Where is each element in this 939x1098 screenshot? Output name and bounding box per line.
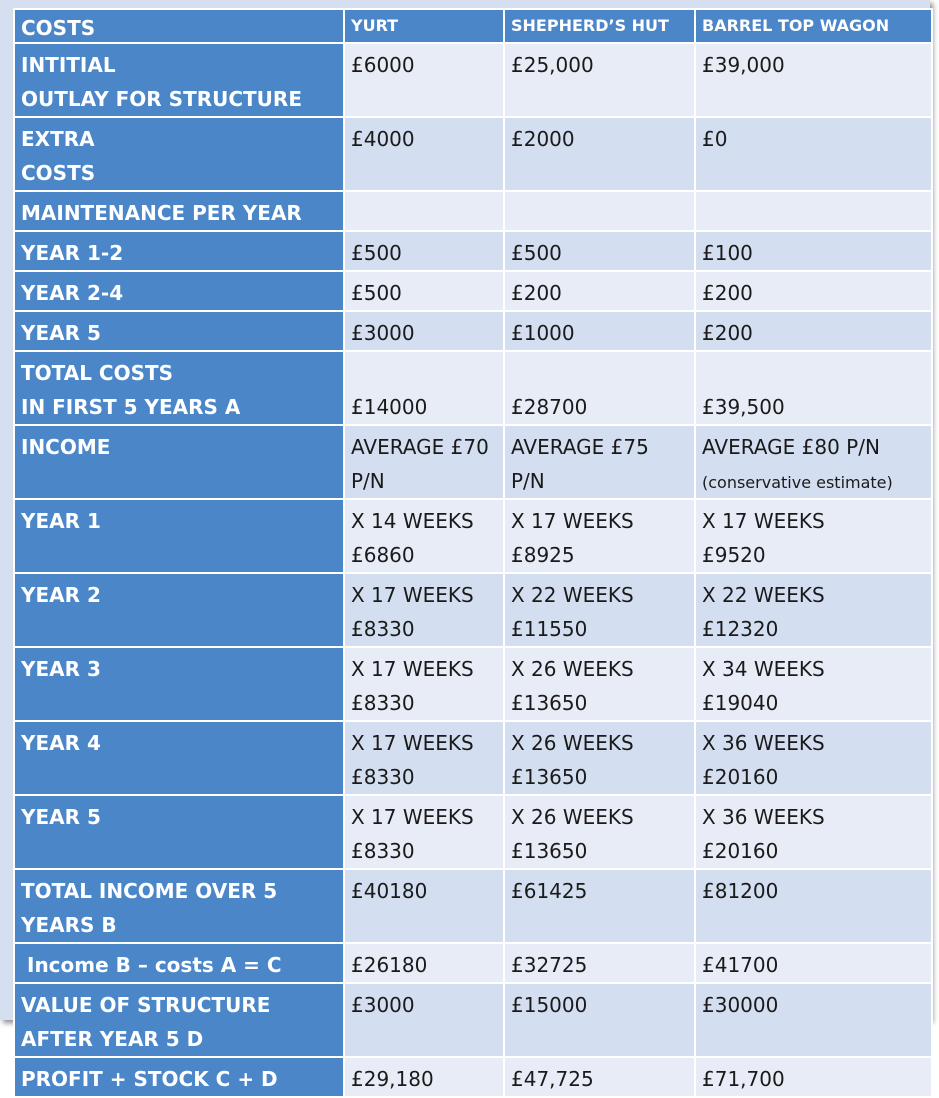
cell-barrel-top-wagon: £30000 bbox=[695, 983, 932, 1057]
cell-barrel-top-wagon: £100 bbox=[695, 231, 932, 271]
row-label: INCOME bbox=[14, 425, 344, 499]
table-row bbox=[14, 425, 932, 499]
cell-barrel-top-wagon: X 34 WEEKS £19040 bbox=[695, 647, 932, 721]
header-barrel-top-wagon: BARREL TOP WAGON bbox=[695, 9, 932, 43]
row-label: YEAR 3 bbox=[14, 647, 344, 721]
header-yurt: YURT bbox=[344, 9, 504, 43]
table-row bbox=[14, 231, 932, 271]
cell-shepherds-hut: X 26 WEEKS £13650 bbox=[504, 647, 695, 721]
row-label: TOTAL COSTS IN FIRST 5 YEARS A bbox=[14, 351, 344, 425]
cell-yurt: £6000 bbox=[344, 43, 504, 117]
cell-barrel-top-wagon: £39,500 bbox=[695, 351, 932, 425]
cell-yurt: X 17 WEEKS £8330 bbox=[344, 795, 504, 869]
cell-shepherds-hut bbox=[504, 191, 695, 231]
cell-shepherds-hut: X 22 WEEKS £11550 bbox=[504, 573, 695, 647]
cell-yurt: £40180 bbox=[344, 869, 504, 943]
row-label: Income B – costs A = C bbox=[14, 943, 344, 983]
row-label: YEAR 4 bbox=[14, 721, 344, 795]
row-label: YEAR 5 bbox=[14, 795, 344, 869]
cell-yurt: £500 bbox=[344, 231, 504, 271]
cell-shepherds-hut: £61425 bbox=[504, 869, 695, 943]
cell-yurt: AVERAGE £70 P/N bbox=[344, 425, 504, 499]
cell-shepherds-hut: £15000 bbox=[504, 983, 695, 1057]
cell-shepherds-hut: £25,000 bbox=[504, 43, 695, 117]
cell-shepherds-hut: £1000 bbox=[504, 311, 695, 351]
header-costs: COSTS bbox=[14, 9, 344, 43]
table-row bbox=[14, 721, 932, 795]
income-value: AVERAGE £80 P/N bbox=[702, 435, 880, 459]
cell-shepherds-hut: X 26 WEEKS £13650 bbox=[504, 721, 695, 795]
cell-barrel-top-wagon: X 36 WEEKS £20160 bbox=[695, 795, 932, 869]
row-label: MAINTENANCE PER YEAR bbox=[14, 191, 344, 231]
cell-barrel-top-wagon: X 17 WEEKS £9520 bbox=[695, 499, 932, 573]
cell-yurt: £3000 bbox=[344, 983, 504, 1057]
cell-barrel-top-wagon: £71,700 bbox=[695, 1057, 932, 1097]
cell-shepherds-hut: AVERAGE £75 P/N bbox=[504, 425, 695, 499]
row-label: YEAR 2 bbox=[14, 573, 344, 647]
cell-shepherds-hut: £32725 bbox=[504, 943, 695, 983]
row-label: YEAR 1-2 bbox=[14, 231, 344, 271]
cell-yurt: X 17 WEEKS £8330 bbox=[344, 721, 504, 795]
cell-yurt bbox=[344, 191, 504, 231]
cell-yurt: £500 bbox=[344, 271, 504, 311]
cell-yurt: £14000 bbox=[344, 351, 504, 425]
table-row bbox=[14, 191, 932, 231]
table-row bbox=[14, 795, 932, 869]
table-row bbox=[14, 983, 932, 1057]
cell-barrel-top-wagon: X 22 WEEKS £12320 bbox=[695, 573, 932, 647]
cell-yurt: X 14 WEEKS £6860 bbox=[344, 499, 504, 573]
row-label: TOTAL INCOME OVER 5 YEARS B bbox=[14, 869, 344, 943]
row-label: PROFIT + STOCK C + D bbox=[14, 1057, 344, 1097]
row-label: YEAR 2-4 bbox=[14, 271, 344, 311]
income-note: (conservative estimate) bbox=[702, 473, 893, 492]
cell-barrel-top-wagon bbox=[695, 425, 932, 499]
cell-shepherds-hut: £500 bbox=[504, 231, 695, 271]
cell-barrel-top-wagon bbox=[695, 191, 932, 231]
header-shepherds-hut: SHEPHERD’S HUT bbox=[504, 9, 695, 43]
cell-barrel-top-wagon: £39,000 bbox=[695, 43, 932, 117]
cell-shepherds-hut: £2000 bbox=[504, 117, 695, 191]
cell-yurt: £29,180 bbox=[344, 1057, 504, 1097]
cell-shepherds-hut: X 17 WEEKS £8925 bbox=[504, 499, 695, 573]
table-row bbox=[14, 869, 932, 943]
header-row bbox=[14, 9, 932, 43]
cell-barrel-top-wagon: X 36 WEEKS £20160 bbox=[695, 721, 932, 795]
row-label: INTITIAL OUTLAY FOR STRUCTURE bbox=[14, 43, 344, 117]
cell-barrel-top-wagon: £41700 bbox=[695, 943, 932, 983]
cell-yurt: X 17 WEEKS £8330 bbox=[344, 647, 504, 721]
row-label: YEAR 5 bbox=[14, 311, 344, 351]
cell-yurt: £3000 bbox=[344, 311, 504, 351]
table-row bbox=[14, 271, 932, 311]
cell-yurt: £26180 bbox=[344, 943, 504, 983]
row-label: VALUE OF STRUCTURE AFTER YEAR 5 D bbox=[14, 983, 344, 1057]
cell-yurt: £4000 bbox=[344, 117, 504, 191]
cell-shepherds-hut: £200 bbox=[504, 271, 695, 311]
table-row bbox=[14, 943, 932, 983]
cell-shepherds-hut: X 26 WEEKS £13650 bbox=[504, 795, 695, 869]
table-row bbox=[14, 351, 932, 425]
table-row bbox=[14, 117, 932, 191]
row-label: YEAR 1 bbox=[14, 499, 344, 573]
table-row bbox=[14, 573, 932, 647]
table-row bbox=[14, 311, 932, 351]
cell-shepherds-hut: £47,725 bbox=[504, 1057, 695, 1097]
cell-yurt: X 17 WEEKS £8330 bbox=[344, 573, 504, 647]
cell-barrel-top-wagon: £0 bbox=[695, 117, 932, 191]
costs-table bbox=[13, 8, 933, 1098]
cell-shepherds-hut: £28700 bbox=[504, 351, 695, 425]
table-row bbox=[14, 43, 932, 117]
cell-barrel-top-wagon: £200 bbox=[695, 311, 932, 351]
table-row bbox=[14, 647, 932, 721]
cell-barrel-top-wagon: £81200 bbox=[695, 869, 932, 943]
cell-barrel-top-wagon: £200 bbox=[695, 271, 932, 311]
row-label: EXTRA COSTS bbox=[14, 117, 344, 191]
table-row bbox=[14, 499, 932, 573]
table-row bbox=[14, 1057, 932, 1097]
